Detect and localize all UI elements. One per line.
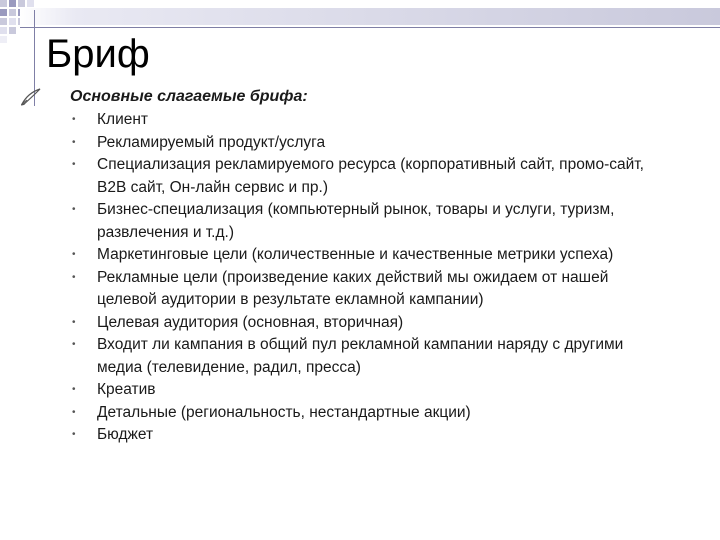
bullet-list <box>72 109 652 447</box>
list-item-text: Клиент <box>97 111 149 128</box>
list-item-text: Специализация рекламируемого ресурса (корпоративный сайт, промо-сайт, B2B сайт, Он-лайн сервис и пр.) <box>97 156 644 196</box>
list-item <box>72 244 652 267</box>
bullet-icon: • <box>72 204 76 215</box>
bullet-icon: • <box>72 384 76 395</box>
list-item <box>72 312 652 335</box>
list-item-text: Бизнес-специализация (компьютерный рынок, товары и услуги, туризм, развлечения и т.д.) <box>97 201 615 241</box>
bullet-icon: • <box>72 271 76 283</box>
bullet-icon: • <box>72 406 76 418</box>
horizontal-rule <box>20 27 720 28</box>
list-item <box>72 379 652 402</box>
list-item <box>72 154 652 199</box>
list-item-text: Маркетинговые цели (количественные и качественные метрики успеха) <box>97 246 614 263</box>
list-item <box>72 267 652 312</box>
bullet-icon: • <box>72 429 76 440</box>
list-item-text: Рекламируемый продукт/услуга <box>97 133 326 151</box>
bullet-icon: • <box>72 159 76 170</box>
list-item <box>72 109 652 132</box>
bullet-icon: • <box>72 339 76 350</box>
slide-title: Бриф <box>46 32 150 76</box>
bullet-icon: • <box>72 136 76 148</box>
list-item-text: Входит ли кампания в общий пул рекламной кампании наряду с другими медиа (телевидение, радил, пресса) <box>97 336 624 376</box>
bullet-icon: • <box>72 114 76 125</box>
list-item-text: Креатив <box>97 381 156 398</box>
section-heading: Основные слагаемые брифа: <box>70 88 308 105</box>
list-item-text: Целевая аудитория (основная, вторичная) <box>97 313 404 331</box>
list-item <box>72 424 652 447</box>
heading-row <box>20 86 680 108</box>
list-item-text: Бюджет <box>97 426 154 443</box>
list-item <box>72 199 652 244</box>
list-item <box>72 132 652 155</box>
list-item-text: Детальные (региональность, нестандартные акции) <box>97 403 471 421</box>
list-item <box>72 402 652 425</box>
list-item <box>72 334 652 379</box>
list-item-text: Рекламные цели (произведение каких действий мы ожидаем от нашей целевой аудитории в результате екламной кампании) <box>97 268 609 308</box>
bullet-icon: • <box>72 316 76 328</box>
header-band <box>20 8 720 25</box>
quill-pen-icon <box>20 88 42 106</box>
bullet-icon: • <box>72 249 76 260</box>
